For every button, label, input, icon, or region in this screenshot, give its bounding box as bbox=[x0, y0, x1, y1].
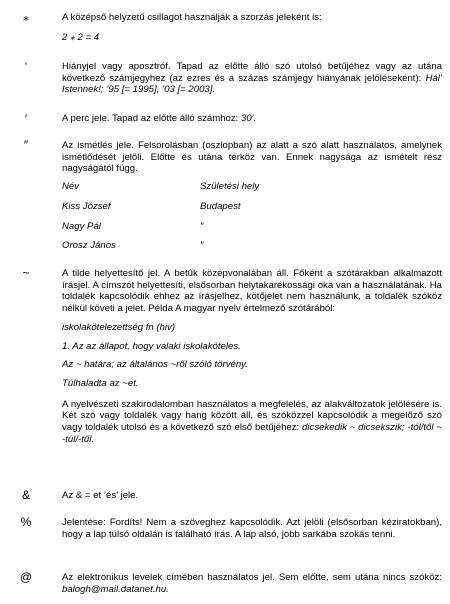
turnover-entry bbox=[62, 517, 442, 540]
table-cell: Kiss József bbox=[62, 200, 111, 212]
dictionary-line: 1. Az az állapot, hogy valaki iskolaköteles. bbox=[62, 340, 241, 352]
apostrophe-description: Hiányjel vagy aposztróf. Tapad az előtte álló szó utolsó betűjéhez vagy az utána következő számjegyhez (az ezres és a százas számjegy hiányának jelöléseként): Hál’ Istennek!; ’95 [= 1995], ’03 [= 2003]. bbox=[62, 61, 442, 96]
table-row bbox=[62, 201, 360, 221]
minute-entry bbox=[62, 113, 442, 125]
tilde-entry bbox=[62, 268, 442, 445]
ditto-description: Az ismétlés jele. Felsorolásban (oszlopban) az alatt a szó alatt használatos, amelynek ismétlődését jelöli. Előtte és utána térköz van. Ennek nagysága az ismételt rész nagyságától függ. bbox=[62, 140, 442, 175]
dictionary-line: iskolakötelezettség fn (hiv) bbox=[62, 321, 176, 333]
ampersand-symbol: & bbox=[21, 488, 30, 502]
table-header: Név bbox=[62, 181, 80, 193]
ampersand-description: Az & = et ’és’ jele. bbox=[62, 490, 139, 501]
dictionary-line: Túlhaladta az ~et. bbox=[62, 377, 139, 389]
minute-symbol: ′ bbox=[24, 112, 28, 126]
ampersand-entry bbox=[62, 490, 442, 502]
turnover-symbol: % bbox=[20, 515, 32, 529]
at-entry bbox=[62, 572, 442, 595]
apostrophe-entry bbox=[62, 61, 442, 96]
asterisk-entry bbox=[62, 12, 442, 43]
ditto-symbol: ″ bbox=[23, 138, 29, 152]
table-header: Születési hely bbox=[200, 181, 260, 193]
tilde-symbol: ~ bbox=[22, 266, 30, 280]
at-description: Az elektronikus levelek címében használatos jel. Sem előtte, sem utána nincs szóköz: balogh@mail.datanet.hu. bbox=[62, 572, 442, 595]
table-cell: Orosz János bbox=[62, 240, 116, 252]
asterisk-description: A középső helyzetű csillagot használják a szorzás jeleként is: bbox=[62, 12, 322, 23]
tilde-description-2: A nyelvészeti szakirodalomban használatos a megfelelés, az alakváltozatok jelölésére is. Két szó vagy toldalék vagy hang között áll, és szóközzel kapcsolódik a megelőző szó vagy toldalék utolsó és a következő szó első betűjéhez: dicsekedik ~ dicsekszik; -tól/től ~ -túl/-tűl. bbox=[62, 398, 442, 445]
asterisk-example: 2 ⁎ 2 = 4 bbox=[62, 31, 100, 43]
table-cell: Budapest bbox=[200, 200, 241, 212]
at-symbol: @ bbox=[19, 570, 33, 584]
asterisk-symbol: ⁎ bbox=[23, 10, 29, 24]
dictionary-line: Az ~ határa; az általános ~ről szóló törvény. bbox=[62, 359, 248, 371]
table-cell: ″ bbox=[200, 220, 204, 232]
table-header-row bbox=[62, 181, 360, 201]
ditto-entry bbox=[62, 140, 442, 260]
dictionary-example bbox=[62, 322, 442, 390]
table-cell: Nagy Pál bbox=[62, 220, 101, 232]
ditto-example-table bbox=[62, 181, 360, 260]
table-row bbox=[62, 221, 360, 241]
turnover-description: Jelentése: Fordíts! Nem a szöveghez kapcsolódik. Azt jelöli (elsősorban kéziratokban), hogy a lap túlsó oldalán is található írás. A lap alsó, jobb sarkába szokás tenni. bbox=[62, 517, 442, 540]
table-cell: ″ bbox=[200, 240, 204, 252]
tilde-description: A tilde helyettesítő jel. A betűk középvonalában áll. Főként a szótárakban alkalmazott írásjel. A címszót helyettesíti, elsősorban helytakarékossági oka van a használatának. Ha toldalék kapcsolódik ehhez az írásjelhez, kötőjelet nem használunk, a toldalék szóköz nélkül követi a jelet. Példa A magyar nyelv értelmező szótárából: bbox=[62, 268, 442, 315]
apostrophe-symbol: ’ bbox=[24, 60, 28, 74]
table-row bbox=[62, 240, 360, 260]
minute-description: A perc jele. Tapad az előtte álló számhoz: 30′. bbox=[62, 113, 257, 124]
